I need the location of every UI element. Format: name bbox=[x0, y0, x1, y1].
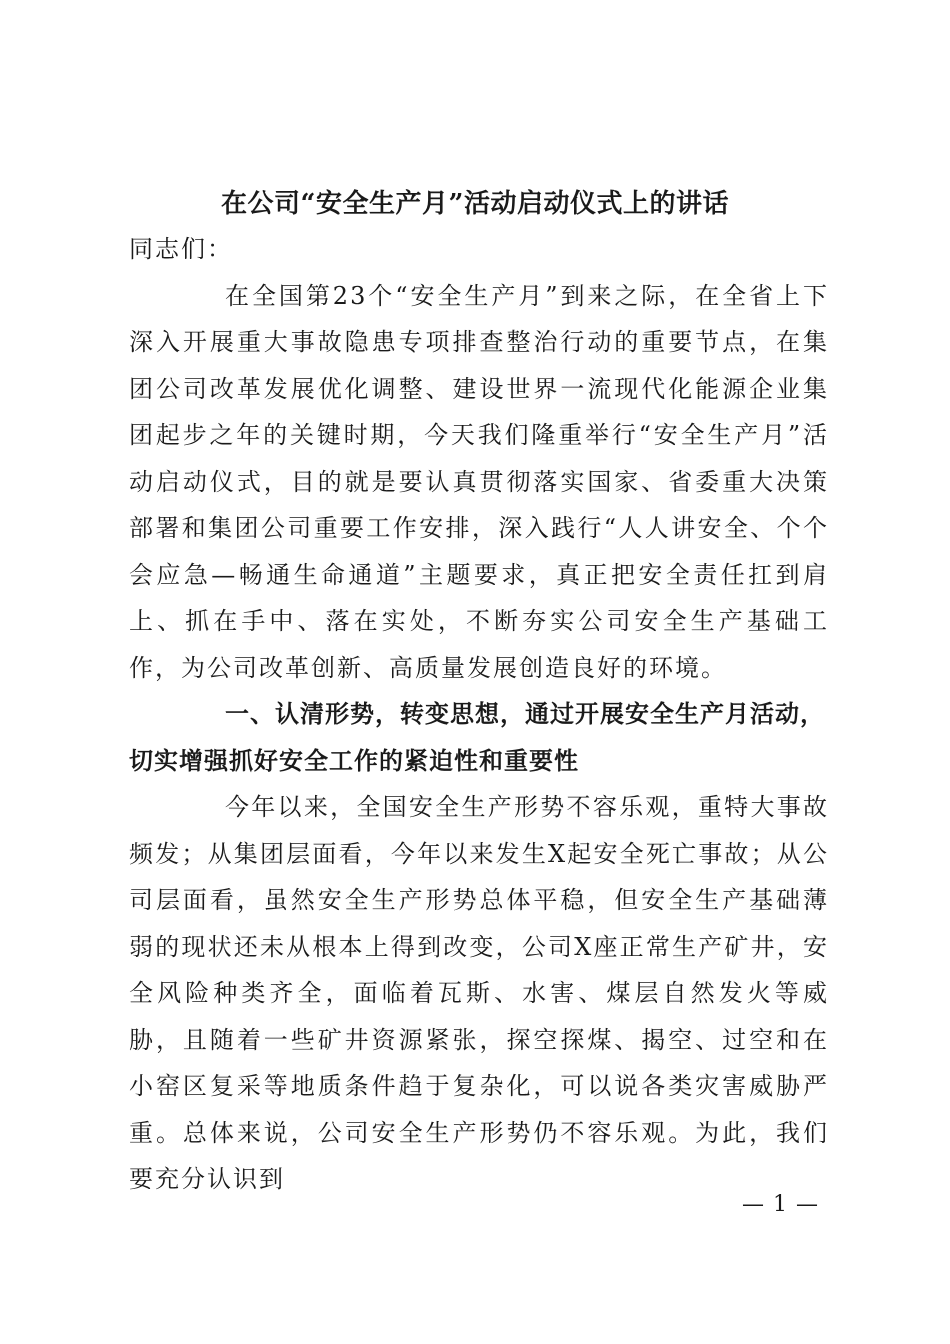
page-number: — 1 — bbox=[742, 1192, 819, 1217]
document-body bbox=[129, 226, 829, 1203]
salutation: 同志们： bbox=[129, 235, 233, 263]
intro-paragraph: 在全国第23个“安全生产月”到来之际，在全省上下深入开展重大事故隐患专项排查整治行动的重要节点，在集团公司改革发展优化调整、建设世界一流现代化能源企业集团起步之年的关键时期，今天我们隆重举行“安全生产月”活动启动仪式，目的就是要认真贯彻落实国家、省委重大决策部署和集团公司重要工作安排，深入践行“人人讲安全、个个会应急—畅通生命通道”主题要求，真正把安全责任扛到肩上、抓在手中、落在实处，不断夯实公司安全生产基础工作，为公司改革创新、高质量发展创造良好的环境。 bbox=[129, 281, 829, 682]
section-heading: 一、认清形势，转变思想，通过开展安全生产月活动，切实增强抓好安全工作的紧迫性和重要性 bbox=[129, 699, 825, 775]
document-title: 在公司“安全生产月”活动启动仪式上的讲话 bbox=[221, 189, 729, 219]
section-paragraph: 今年以来，全国安全生产形势不容乐观，重特大事故频发；从集团层面看，今年以来发生X起安全死亡事故；从公司层面看，虽然安全生产形势总体平稳，但安全生产基础薄弱的现状还未从根本上得到改变，公司X座正常生产矿井，安全风险种类齐全，面临着瓦斯、水害、煤层自然发火等威胁，且随着一些矿井资源紧张，探空探煤、揭空、过空和在小窑区复采等地质条件趋于复杂化，可以说各类灾害威胁严重。总体来说，公司安全生产形势仍不容乐观。为此，我们要充分认识到 bbox=[129, 793, 829, 1193]
